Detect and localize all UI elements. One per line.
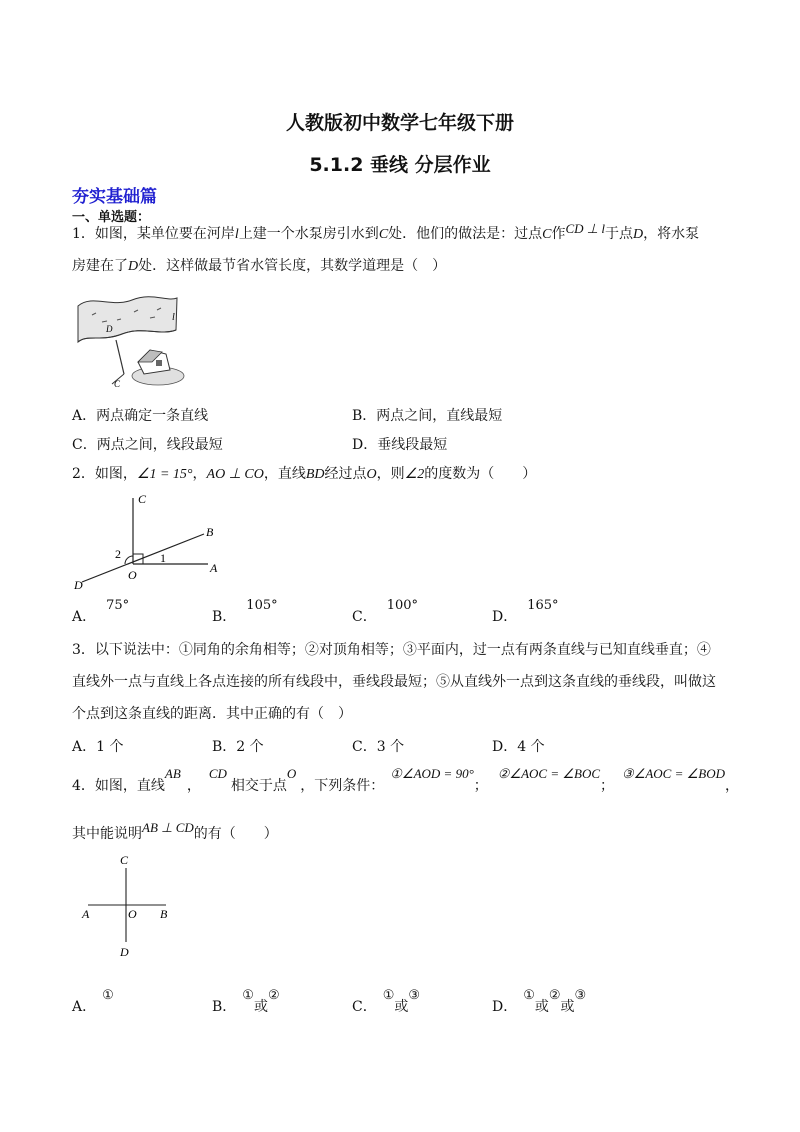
- q4-option-d-n2: ②: [548, 988, 561, 1003]
- q4-text: 其中能说明: [72, 826, 142, 842]
- q4-option-b-n1: ①: [242, 988, 254, 1003]
- q2-text: 的度数为（ ）: [424, 466, 537, 482]
- q4-var-AB: AB: [164, 766, 181, 781]
- q2-fig-label-2: 2: [115, 547, 121, 561]
- page-title: 人教版初中数学七年级下册: [285, 112, 514, 134]
- q4-var-CD: CD: [208, 766, 227, 781]
- q3-option-b: B．2 个: [212, 739, 264, 755]
- q2-option-d: [492, 598, 559, 626]
- q1-fig-label-D: D: [106, 324, 113, 334]
- q4-condition-2: ②∠AOC = ∠BOC: [497, 766, 601, 781]
- q4-option-b: [212, 988, 280, 1016]
- q1-text: 于点: [605, 226, 633, 242]
- q4-option-d-label: D．: [492, 999, 518, 1015]
- q4-option-b-or: 或: [253, 999, 268, 1015]
- q2-option-b-value: 105°: [246, 598, 278, 613]
- q4-option-c-label: C．: [352, 999, 377, 1015]
- q4-text: 相交于点: [230, 778, 287, 794]
- q2-var-BD: BD: [305, 467, 325, 482]
- q4-option-c-n1: ①: [382, 988, 395, 1003]
- q2-option-c-value: 100°: [386, 598, 419, 613]
- q4-text: ，: [724, 778, 739, 794]
- q2-fig-label-A: A: [210, 561, 218, 575]
- q1-text: 处．他们的做法是：过点: [388, 226, 543, 242]
- q2-fig-label-D: D: [74, 578, 83, 590]
- q1-fig-label-C: C: [114, 379, 121, 389]
- q1-text: 房建在了: [72, 258, 128, 274]
- q4-option-a: [72, 988, 114, 1016]
- q3-option-d: D．4 个: [492, 739, 545, 755]
- q4-text: ，下列条件：: [300, 778, 385, 794]
- q2-option-b-label: B．: [212, 609, 237, 625]
- q4-fig-label-A: A: [82, 907, 90, 921]
- q2-option-d-label: D．: [492, 609, 518, 625]
- q2-var-O: O: [366, 467, 377, 482]
- q4-option-d-or: 或: [560, 999, 575, 1015]
- q4-option-c-or: 或: [394, 999, 409, 1015]
- q2-fig-label-B: B: [206, 525, 214, 539]
- q1-option-a: A．两点确定一条直线: [72, 408, 209, 424]
- q4-figure: [78, 850, 178, 960]
- q4-option-b-label: B．: [212, 999, 237, 1015]
- q4-fig-label-O: O: [128, 907, 137, 921]
- q1-var-D: D: [633, 227, 644, 242]
- section-heading: 夯实基础篇: [72, 187, 157, 207]
- q1-option-c: C．两点之间，线段最短: [72, 437, 223, 453]
- q1-figure: [72, 290, 187, 395]
- page-subtitle: 5.1.2 垂线 分层作业: [309, 154, 491, 176]
- q2-text: ，: [192, 466, 207, 482]
- q2-text: ，则: [376, 466, 405, 482]
- q1-line2: [72, 256, 446, 277]
- q4-condition-1: ①∠AOD = 90°: [390, 766, 474, 781]
- q4-option-d-n3: ③: [574, 988, 587, 1003]
- q3-line2: 直线外一点与直线上各点连接的所有线段中，垂线段最短；⑤从直线外一点到这条直线的垂线段，叫做这: [72, 674, 716, 690]
- q2-line: [72, 464, 536, 485]
- q4-text: ；: [473, 778, 488, 794]
- q2-fig-label-1: 1: [160, 551, 166, 565]
- q4-perp-formula: AB ⊥ CD: [142, 820, 194, 835]
- q4-option-a-label: A．: [72, 999, 97, 1015]
- q4-text: ，: [186, 778, 201, 794]
- q4-condition-3: ③∠AOC = ∠BOD: [622, 766, 725, 781]
- q4-fig-label-C: C: [120, 853, 129, 867]
- q2-text: 经过点: [324, 466, 367, 482]
- q1-text: 处．这样做最节省水管长度，其数学道理是（ ）: [138, 258, 447, 274]
- q4-line2: [72, 820, 278, 844]
- q4-text: ；: [600, 778, 615, 794]
- q2-option-c-label: C．: [352, 609, 377, 625]
- q4-text: 的有（ ）: [193, 826, 278, 842]
- q4-option-d-or: 或: [534, 999, 549, 1015]
- q1-var-C: C: [378, 227, 389, 242]
- q3-line1: 3．以下说法中：①同角的余角相等；②对顶角相等；③平面内，过一点有两条直线与已知直线垂直；④: [72, 642, 711, 658]
- q1-var-l: l: [234, 227, 239, 242]
- q2-option-b: [212, 598, 278, 626]
- q1-line1: [72, 221, 700, 245]
- q2-fig-label-C: C: [138, 492, 147, 506]
- q2-option-a: [72, 598, 130, 626]
- q1-fig-label-l: l: [172, 312, 175, 323]
- q2-option-c: [352, 598, 419, 626]
- q4-option-c: [352, 988, 421, 1016]
- q1-var-D: D: [128, 259, 139, 274]
- q4-option-d: [492, 988, 587, 1016]
- q2-fig-label-O: O: [128, 568, 137, 582]
- q3-line3: 个点到这条直线的距离．其中正确的有（ ）: [72, 706, 352, 722]
- q3-option-c: C．3 个: [352, 739, 405, 755]
- q1-text: ，将水泵: [643, 226, 700, 242]
- q2-option-a-value: 75°: [106, 598, 130, 613]
- q1-var-C: C: [542, 227, 552, 242]
- q2-angle2: ∠2: [404, 467, 425, 482]
- q4-var-O: O: [286, 766, 297, 781]
- q2-text: ，直线: [263, 466, 306, 482]
- q4-text: 4．如图，直线: [72, 778, 165, 794]
- q4-option-d-n1: ①: [523, 988, 535, 1003]
- q4-fig-label-D: D: [120, 945, 129, 959]
- q4-option-c-n2: ③: [408, 988, 421, 1003]
- q1-option-b: B．两点之间，直线最短: [352, 408, 503, 424]
- q2-figure: [70, 490, 230, 590]
- q2-option-d-value: 165°: [527, 598, 559, 613]
- q1-text: 作: [551, 226, 566, 242]
- q1-perp-formula: CD ⊥ l: [565, 221, 605, 236]
- q4-line1: [72, 766, 739, 796]
- q4-option-a-n1: ①: [102, 988, 114, 1003]
- q1-option-d: D．垂线段最短: [352, 437, 448, 453]
- q3-option-a: A．1 个: [72, 739, 124, 755]
- q2-option-a-label: A．: [72, 609, 97, 625]
- q1-text: 上建一个水泵房引水到: [238, 226, 379, 242]
- q4-option-b-n2: ②: [267, 988, 280, 1003]
- q1-text: 1．如图，某单位要在河岸: [72, 226, 235, 242]
- q2-angle1: ∠1 = 15°: [136, 467, 193, 482]
- q2-text: 2．如图，: [72, 466, 137, 482]
- subsection-heading: 一、单选题：: [72, 210, 151, 225]
- q4-fig-label-B: B: [160, 907, 168, 921]
- q2-perp-formula: AO ⊥ CO: [206, 467, 264, 482]
